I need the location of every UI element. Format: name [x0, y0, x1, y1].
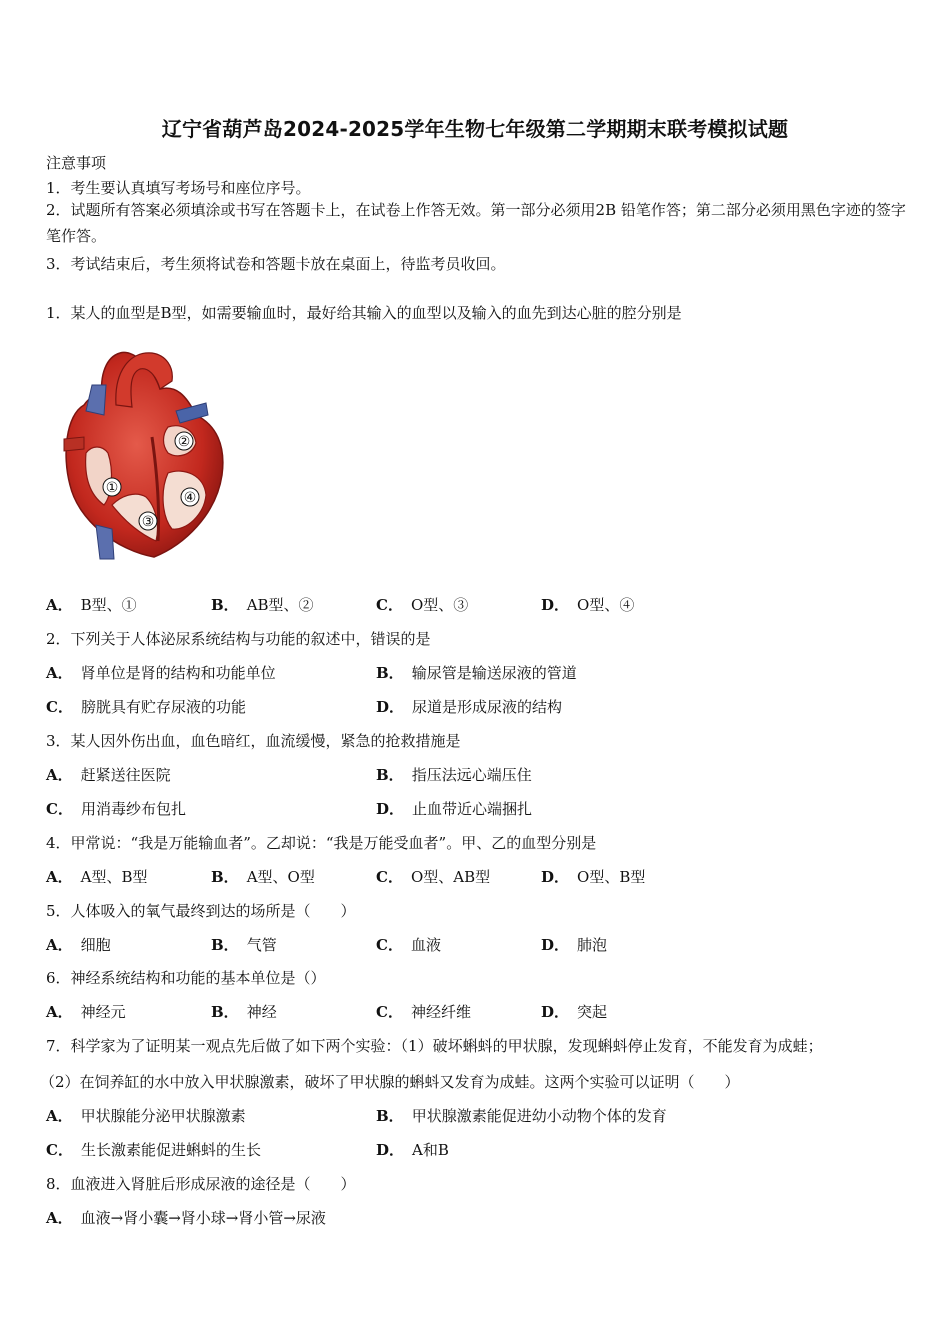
vena-cava [86, 385, 106, 415]
notice-item-1: 1．考生要认真填写考场号和座位序号。 [46, 179, 311, 197]
q6-option-b: B． 神经 [211, 1003, 277, 1021]
inferior-vena-cava [96, 525, 114, 559]
label-1: ① [105, 480, 119, 496]
q1-option-b: B． AB型、② [211, 596, 314, 614]
page-title: 辽宁省葫芦岛2024-2025学年生物七年级第二学期期末联考模拟试题 [161, 117, 789, 141]
label-2: ② [177, 434, 191, 450]
question-8-stem: 8．血液进入肾脏后形成尿液的途径是（ ） [46, 1175, 356, 1193]
notice-heading: 注意事项 [46, 154, 107, 172]
q5-option-a: A． 细胞 [46, 936, 111, 954]
pulmonary-vessel [64, 437, 84, 451]
q1-option-d: D． O型、④ [541, 596, 635, 614]
label-3: ③ [141, 514, 155, 530]
heart-diagram [56, 345, 228, 567]
question-2-stem: 2．下列关于人体泌尿系统结构与功能的叙述中，错误的是 [46, 630, 431, 648]
q4-option-a: A． A型、B型 [46, 868, 148, 886]
q5-option-b: B． 气管 [211, 936, 277, 954]
notice-item-2: 2．试题所有答案必须填涂或书写在答题卡上，在试卷上作答无效。第一部分必须用2B 铅笔作答；第二部分必须用黑色字迹的签字笔作答。 [46, 201, 906, 245]
q1-option-c: C． O型、③ [376, 596, 469, 614]
q2-option-c: C． 膀胱具有贮存尿液的功能 [46, 698, 246, 716]
q4-option-c: C． O型、AB型 [376, 868, 491, 886]
q7-option-c: C． 生长激素能促进蝌蚪的生长 [46, 1141, 261, 1159]
question-7-stem-line1: 7．科学家为了证明某一观点先后做了如下两个实验：（1）破坏蝌蚪的甲状腺，发现蝌蚪停止发育，不能发育为成蛙； [46, 1037, 823, 1055]
q7-option-b: B． 甲状腺激素能促进幼小动物个体的发育 [376, 1107, 667, 1125]
q2-option-b: B． 输尿管是输送尿液的管道 [376, 664, 577, 682]
q3-option-c: C． 用消毒纱布包扎 [46, 800, 186, 818]
question-1-stem: 1．某人的血型是B型，如需要输血时，最好给其输入的血型以及输入的血先到达心脏的腔分别是 [46, 304, 682, 322]
q5-option-d: D． 肺泡 [541, 936, 608, 954]
question-6-stem: 6．神经系统结构和功能的基本单位是（） [46, 969, 326, 987]
q4-option-b: B． A型、O型 [211, 868, 315, 886]
q2-option-a: A． 肾单位是肾的结构和功能单位 [46, 664, 276, 682]
q2-option-d: D． 尿道是形成尿液的结构 [376, 698, 563, 716]
q7-option-a: A． 甲状腺能分泌甲状腺激素 [46, 1107, 246, 1125]
question-4-stem: 4．甲常说：“我是万能输血者”。乙却说：“我是万能受血者”。甲、乙的血型分别是 [46, 834, 597, 852]
q6-option-d: D． 突起 [541, 1003, 608, 1021]
question-3-stem: 3．某人因外伤出血，血色暗红，血流缓慢，紧急的抢救措施是 [46, 732, 461, 750]
q3-option-a: A． 赶紧送往医院 [46, 766, 171, 784]
q1-option-a: A． B型、① [46, 596, 137, 614]
q4-option-d: D． O型、B型 [541, 868, 646, 886]
notice-item-3: 3．考试结束后，考生须将试卷和答题卡放在桌面上，待监考员收回。 [46, 255, 506, 273]
q6-option-c: C． 神经纤维 [376, 1003, 471, 1021]
q7-option-d: D． A和B [376, 1141, 449, 1159]
q3-option-d: D． 止血带近心端捆扎 [376, 800, 533, 818]
question-5-stem: 5．人体吸入的氧气最终到达的场所是（ ） [46, 902, 356, 920]
q3-option-b: B． 指压法远心端压住 [376, 766, 532, 784]
q8-option-a: A． 血液→肾小囊→肾小球→肾小管→尿液 [46, 1209, 326, 1227]
label-4: ④ [183, 490, 197, 506]
question-7-stem-line2: （2）在饲养缸的水中放入甲状腺激素，破坏了甲状腺的蝌蚪又发育为成蛙。这两个实验可以证明（ ） [40, 1073, 740, 1091]
q5-option-c: C． 血液 [376, 936, 441, 954]
q6-option-a: A． 神经元 [46, 1003, 126, 1021]
